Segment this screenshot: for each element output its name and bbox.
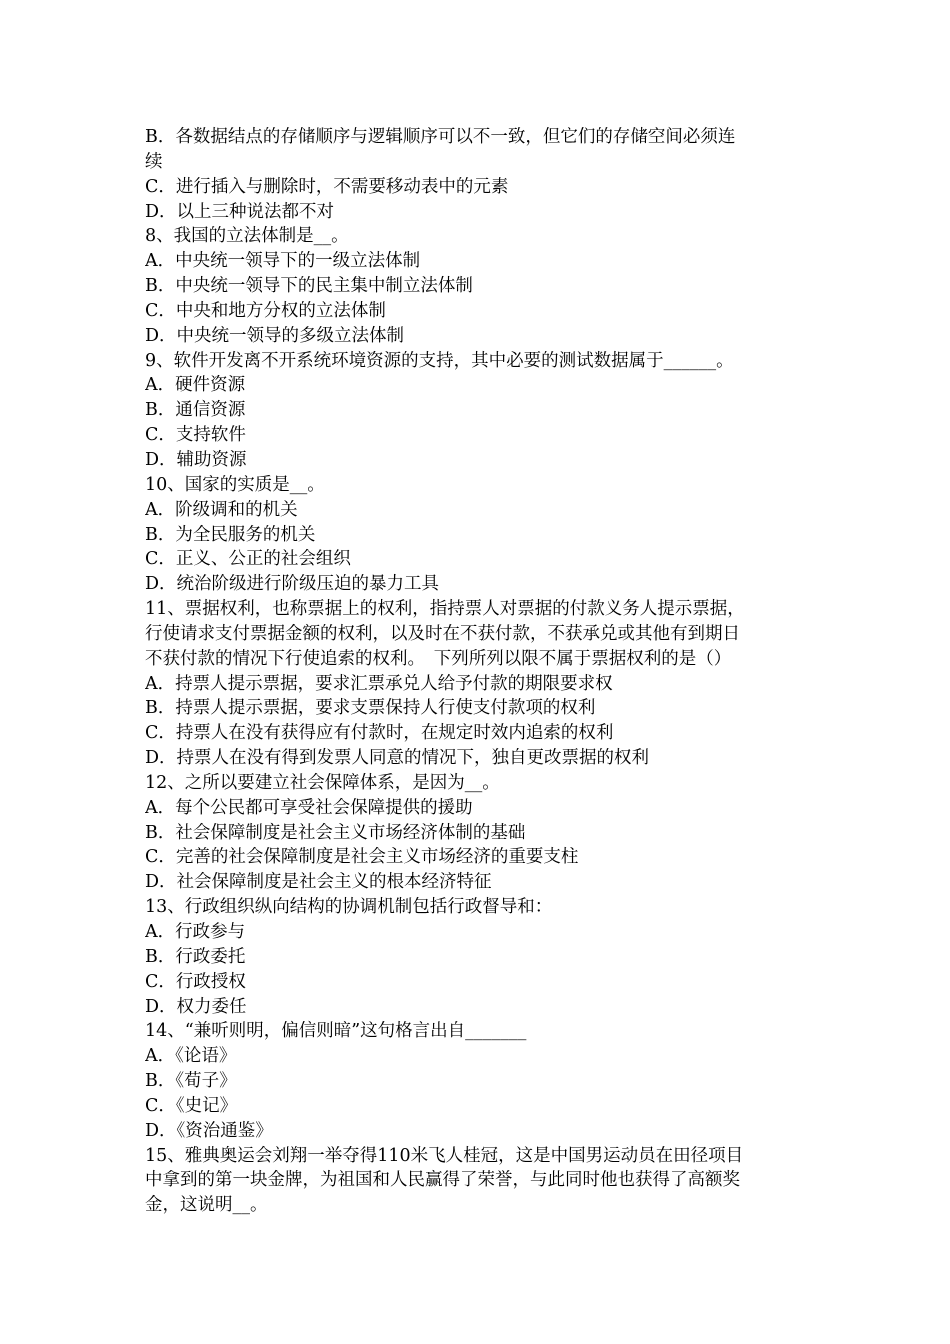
text-line: 15、雅典奥运会刘翔一举夺得110米飞人桂冠，这是中国男运动员在田径项目 bbox=[145, 1145, 744, 1166]
text-line: C．完善的社会保障制度是社会主义市场经济的重要支柱 bbox=[145, 847, 579, 868]
text-line: B．为全民服务的机关 bbox=[145, 524, 316, 545]
text-line: C．中央和地方分权的立法体制 bbox=[145, 300, 386, 321]
text-line: C．《史记》 bbox=[145, 1095, 238, 1116]
document-body bbox=[145, 125, 810, 1218]
text-line: A．持票人提示票据，要求汇票承兑人给予付款的期限要求权 bbox=[145, 673, 613, 694]
text-line: A．每个公民都可享受社会保障提供的援助 bbox=[145, 797, 473, 818]
text-line: A．硬件资源 bbox=[145, 375, 246, 396]
text-line: 行使请求支付票据金额的权利，以及时在不获付款，不获承兑或其他有到期日 bbox=[145, 623, 740, 644]
text-line: A．阶级调和的机关 bbox=[145, 499, 298, 520]
text-line: B．持票人提示票据，要求支票保持人行使支付款项的权利 bbox=[145, 698, 596, 719]
text-line: D．中央统一领导的多级立法体制 bbox=[145, 325, 405, 346]
text-line: B．各数据结点的存储顺序与逻辑顺序可以不一致，但它们的存储空间必须连 bbox=[145, 127, 736, 147]
text-line: D．持票人在没有得到发票人同意的情况下，独自更改票据的权利 bbox=[145, 748, 650, 769]
text-line: B．通信资源 bbox=[145, 400, 246, 421]
text-line: 8、我国的立法体制是__。 bbox=[145, 226, 349, 247]
text-line: 11、票据权利，也称票据上的权利，指持票人对票据的付款义务人提示票据， bbox=[145, 599, 745, 620]
text-line: 12、之所以要建立社会保障体系，是因为__。 bbox=[145, 772, 500, 793]
text-line: 10、国家的实质是__。 bbox=[145, 474, 325, 495]
text-line: 14、“兼听则明，偏信则暗”这句格言出自_______ bbox=[145, 1021, 527, 1042]
text-line: 9、软件开发离不开系统环境资源的支持，其中必要的测试数据属于______。 bbox=[145, 350, 734, 371]
text-line: C．进行插入与删除时，不需要移动表中的元素 bbox=[145, 176, 509, 197]
text-line: 续 bbox=[145, 151, 163, 172]
text-line: D．社会保障制度是社会主义的根本经济特征 bbox=[145, 872, 492, 893]
text-line: D．辅助资源 bbox=[145, 449, 247, 470]
text-line: 不获付款的情况下行使追索的权利。 下列所列以限不属于票据权利的是（） bbox=[145, 648, 732, 669]
text-line: D．统治阶级进行阶级压迫的暴力工具 bbox=[145, 574, 440, 595]
text-line: B．行政委托 bbox=[145, 946, 246, 967]
text-line: 金，这说明__。 bbox=[145, 1195, 268, 1216]
text-line: B．社会保障制度是社会主义市场经济体制的基础 bbox=[145, 822, 526, 843]
text-line: B．中央统一领导下的民主集中制立法体制 bbox=[145, 276, 473, 297]
text-line: A．行政参与 bbox=[145, 922, 246, 942]
text-line: B．《荀子》 bbox=[145, 1071, 237, 1092]
text-line: A．《论语》 bbox=[145, 1046, 237, 1067]
text-line: 中拿到的第一块金牌，为祖国和人民赢得了荣誉，与此同时他也获得了高额奖 bbox=[145, 1170, 740, 1191]
text-line: C．支持软件 bbox=[145, 425, 246, 446]
text-line: 13、行政组织纵向结构的协调机制包括行政督导和： bbox=[145, 897, 553, 918]
text-line: C．行政授权 bbox=[145, 971, 246, 992]
text-line: D．以上三种说法都不对 bbox=[145, 201, 335, 222]
text-line: D．权力委任 bbox=[145, 996, 247, 1017]
text-line: A．中央统一领导下的一级立法体制 bbox=[145, 251, 421, 272]
text-line: D．《资治通鉴》 bbox=[145, 1120, 273, 1141]
text-line: C．正义、公正的社会组织 bbox=[145, 549, 351, 570]
text-line: C．持票人在没有获得应有付款时，在规定时效内追索的权利 bbox=[145, 723, 614, 744]
